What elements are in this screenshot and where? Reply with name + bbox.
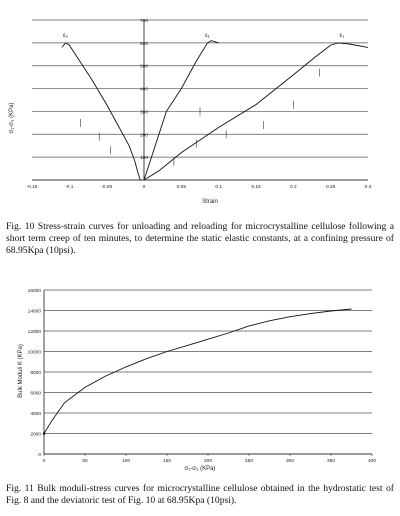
x-tick-label: 50 [82, 459, 88, 464]
x-tick-label: 0.2 [289, 185, 297, 190]
y-tick-label: 16000 [27, 289, 41, 294]
x-tick-label: 0.15 [251, 185, 261, 190]
x-tick-label: 0.3 [364, 185, 372, 190]
y-tick-label: 200 [139, 133, 149, 139]
x-tick-label: -0.15 [26, 185, 38, 190]
y-tick-label: 100 [139, 156, 149, 162]
y-tick-label: 12000 [27, 330, 41, 335]
curve-label: ε₁ [339, 33, 345, 40]
x-tick-label: 0.05 [176, 185, 187, 190]
figure-11-chart [0, 276, 400, 476]
figure-11-caption: Fig. 11 Bulk moduli-stress curves for microcrystalline cellulose obtained in the hydrostatic test of Fig. 8 and the deviatoric test of Fig. 10 at 68.95Kpa (10psi). [6, 483, 394, 506]
x-tick-label: 350 [326, 459, 336, 464]
y-tick-label: 600 [139, 41, 149, 47]
x-tick-label: 200 [203, 459, 213, 464]
fig11-gridlines [44, 290, 372, 434]
y-tick-label: 500 [139, 64, 149, 70]
fig10-y-axis-title: σ₁-σ₃ (KPa) [9, 102, 15, 134]
start-point [43, 432, 46, 435]
fig10-x-axis [27, 180, 372, 190]
fig10-y-axis [140, 18, 148, 180]
fig10-curve-3 [144, 41, 219, 180]
curve-label: ε₁ [205, 33, 210, 40]
fig10-curve-labels [63, 33, 344, 39]
x-tick-label: 0 [142, 185, 146, 190]
x-tick-label: -0.1 [65, 185, 74, 190]
figure-10-caption: Fig. 10 Stress-strain curves for unloading and reloading for microcrystalline cellulose following a short term creep of ten minutes, to determine the static elastic constants, at a confining pressure of 68.95Kpa (10psi). [6, 221, 394, 256]
x-tick-label: -0.05 [101, 185, 113, 190]
fig11-x-axis-title: σ₁-σ₃ (KPa) [184, 466, 216, 472]
curve-label: ε₂ [63, 33, 69, 40]
x-tick-label: 250 [244, 459, 254, 464]
x-tick-label: 100 [121, 459, 131, 464]
y-tick-label: 300 [139, 110, 149, 116]
y-tick-label: 2000 [30, 432, 41, 438]
fig11-y-axis-title: Bulk Moduli K (KPa) [18, 344, 24, 398]
fig10-curves [62, 41, 368, 180]
fig10-x-axis-title: Strain [202, 199, 218, 205]
x-tick-label: 400 [367, 459, 377, 464]
fig11-x-axis [43, 454, 377, 464]
figure-10-chart [0, 0, 400, 205]
fig11-curve-1 [44, 309, 352, 434]
y-tick-label: 0 [38, 453, 41, 458]
x-tick-label: 0.1 [215, 185, 223, 190]
y-tick-label: 4000 [30, 412, 41, 417]
x-tick-label: 150 [162, 459, 172, 464]
x-tick-label: 0.25 [325, 185, 336, 190]
y-tick-label: 6000 [30, 391, 41, 397]
y-tick-label: 10000 [27, 350, 41, 356]
y-tick-label: 8000 [30, 371, 41, 376]
y-tick-label: 700 [139, 19, 149, 24]
y-tick-label: 400 [139, 87, 149, 93]
x-tick-label: 0 [42, 459, 46, 464]
fig10-gridlines [32, 20, 368, 157]
fig11-y-axis [28, 288, 44, 458]
y-tick-label: 14000 [27, 309, 41, 315]
x-tick-label: 300 [285, 459, 295, 464]
